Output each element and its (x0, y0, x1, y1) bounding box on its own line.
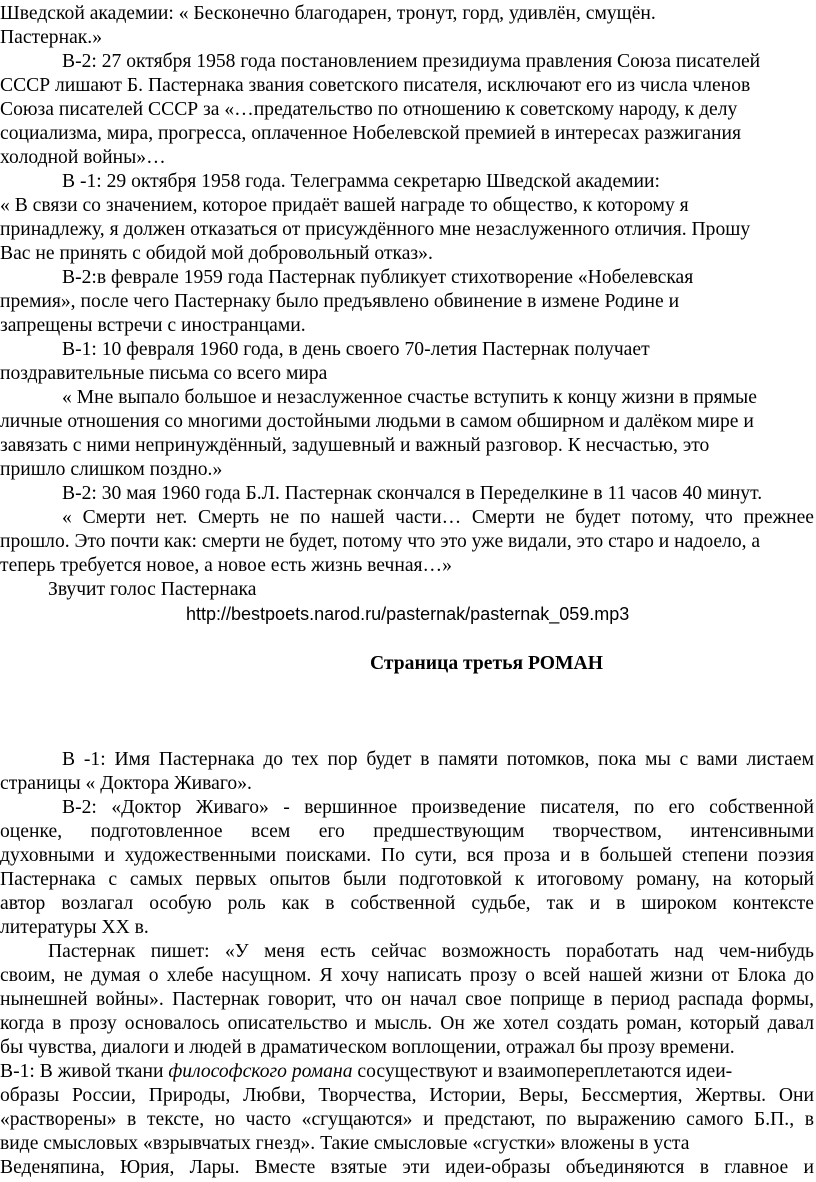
text-line: Шведской академии: « Бесконечно благодарен, тронут, горд, удивлён, смущён. (0, 3, 656, 24)
text-line: Вас не принять с обидой мой добровольный отказ». (0, 243, 433, 264)
audio-link[interactable]: http://bestpoets.narod.ru/pasternak/pasternak_059.mp3 (186, 604, 630, 624)
text-line: литературы XX в. (0, 917, 149, 938)
text-line: холодной войны»… (0, 147, 166, 168)
text-line: бы чувства, диалоги и людей в драматическом воплощении, отражал бы прозу времени. (0, 1037, 735, 1058)
text-line: премия», после чего Пастернаку было предъявлено обвинение в измене Родине и (0, 291, 680, 312)
text-line: Союза писателей СССР за «…предательство по отношению к советскому народу, к делу (0, 99, 738, 120)
text-line: В -1: 29 октября 1958 года. Телеграмма секретарю Шведской академии: (62, 171, 660, 192)
text-line: запрещены встречи с иностранцами. (0, 315, 306, 336)
text-line: страницы « Доктора Живаго». (0, 773, 252, 794)
text-span: сосуществуют и взаимопереплетаются идеи- (352, 1061, 733, 1082)
text-line: завязать с ними непринуждённый, задушевный и важный разговор. К несчастью, это (0, 435, 710, 456)
text-line: В-2: «Доктор Живаго» - вершинное произведение писателя, по его собственной (62, 797, 814, 818)
text-line: поздравительные письма со всего мира (0, 363, 328, 384)
italic-term: философского романа (168, 1061, 353, 1082)
text-line: « В связи со значением, которое придаёт вашей награде то общество, к которому я (0, 195, 689, 216)
text-line: оценке, подготовленное всем его предшествующим творчеством, интенсивными (0, 821, 814, 842)
text-line: В-2: 27 октября 1958 года постановлением президиума правления Союза писателей (62, 51, 761, 72)
section-heading: Страница третья РОМАН (370, 653, 603, 674)
text-line: « Смерти нет. Смерть не по нашей части… Смерти не будет потому, что прежнее (62, 507, 814, 528)
text-line: своим, не думая о хлебе насущном. Я хочу написать прозу о всей нашей жизни от Блока до (0, 965, 814, 986)
text-line: Пастернака с самых первых опытов были подготовкой к итоговому роману, на который (0, 869, 814, 890)
text-line: В-2:в феврале 1959 года Пастернак публикует стихотворение «Нобелевская (62, 267, 694, 288)
text-line: В-1: 10 февраля 1960 года, в день своего 70-летия Пастернак получает (62, 339, 650, 360)
text-line: нынешней войны». Пастернак говорит, что он начал свое поприще в период распада формы, (0, 989, 814, 1010)
text-line: « Мне выпало большое и незаслуженное счастье вступить к концу жизни в прямые (62, 387, 757, 408)
text-line: социализма, мира, прогресса, оплаченное Нобелевской премией в интересах разжигания (0, 123, 741, 144)
text-line: когда в прозу основалось описательство и мысль. Он же хотел создать роман, который давал (0, 1013, 814, 1034)
text-line: Пастернак пишет: «У меня есть сейчас возможность поработать над чем-нибудь (48, 941, 814, 962)
text-line: личные отношения со многими достойными людьми в самом обширном и далёком мире и (0, 411, 754, 432)
text-line: образы России, Природы, Любви, Творчества, Истории, Веры, Бессмертия, Жертвы. Они (0, 1085, 814, 1106)
text-line: пришло слишком поздно.» (0, 459, 223, 480)
text-line: принадлежу, я должен отказаться от присуждённого мне незаслуженного отличия. Прошу (0, 219, 751, 240)
text-line: теперь требуется новое, а новое есть жизнь вечная…» (0, 555, 452, 576)
text-line: «растворены» в тексте, но часто «сгущаются» и предстают, по выражению самого Б.П., в (0, 1109, 814, 1130)
text-line: В -1: Имя Пастернака до тех пор будет в памяти потомков, пока мы с вами листаем (62, 749, 814, 770)
text-line: автор возлагал особую роль как в собственной судьбе, так и в широком контексте (0, 893, 814, 914)
text-line: виде смысловых «взрывчатых гнезд». Такие смысловые «сгустки» вложены в уста (0, 1133, 690, 1154)
text-line: СССР лишают Б. Пастернака звания советского писателя, исключают его из числа членов (0, 75, 751, 96)
text-line: В-2: 30 мая 1960 года Б.Л. Пастернак скончался в Переделкине в 11 часов 40 минут. (62, 483, 763, 504)
text-line (0, 1060, 816, 1085)
text-line: Звучит голос Пастернака (48, 579, 257, 600)
text-line: Пастернак.» (0, 27, 102, 48)
text-line: духовными и художественными поисками. По сути, вся проза и в большей степени поэзия (0, 845, 814, 866)
text-line: Веденяпина, Юрия, Лары. Вместе взятые эти идеи-образы объединяются в главное и (0, 1157, 814, 1178)
text-line: прошло. Это почти как: смерти не будет, потому что это уже видали, это старо и надоело, а (0, 531, 761, 552)
text-span: В-1: В живой ткани (0, 1061, 169, 1082)
